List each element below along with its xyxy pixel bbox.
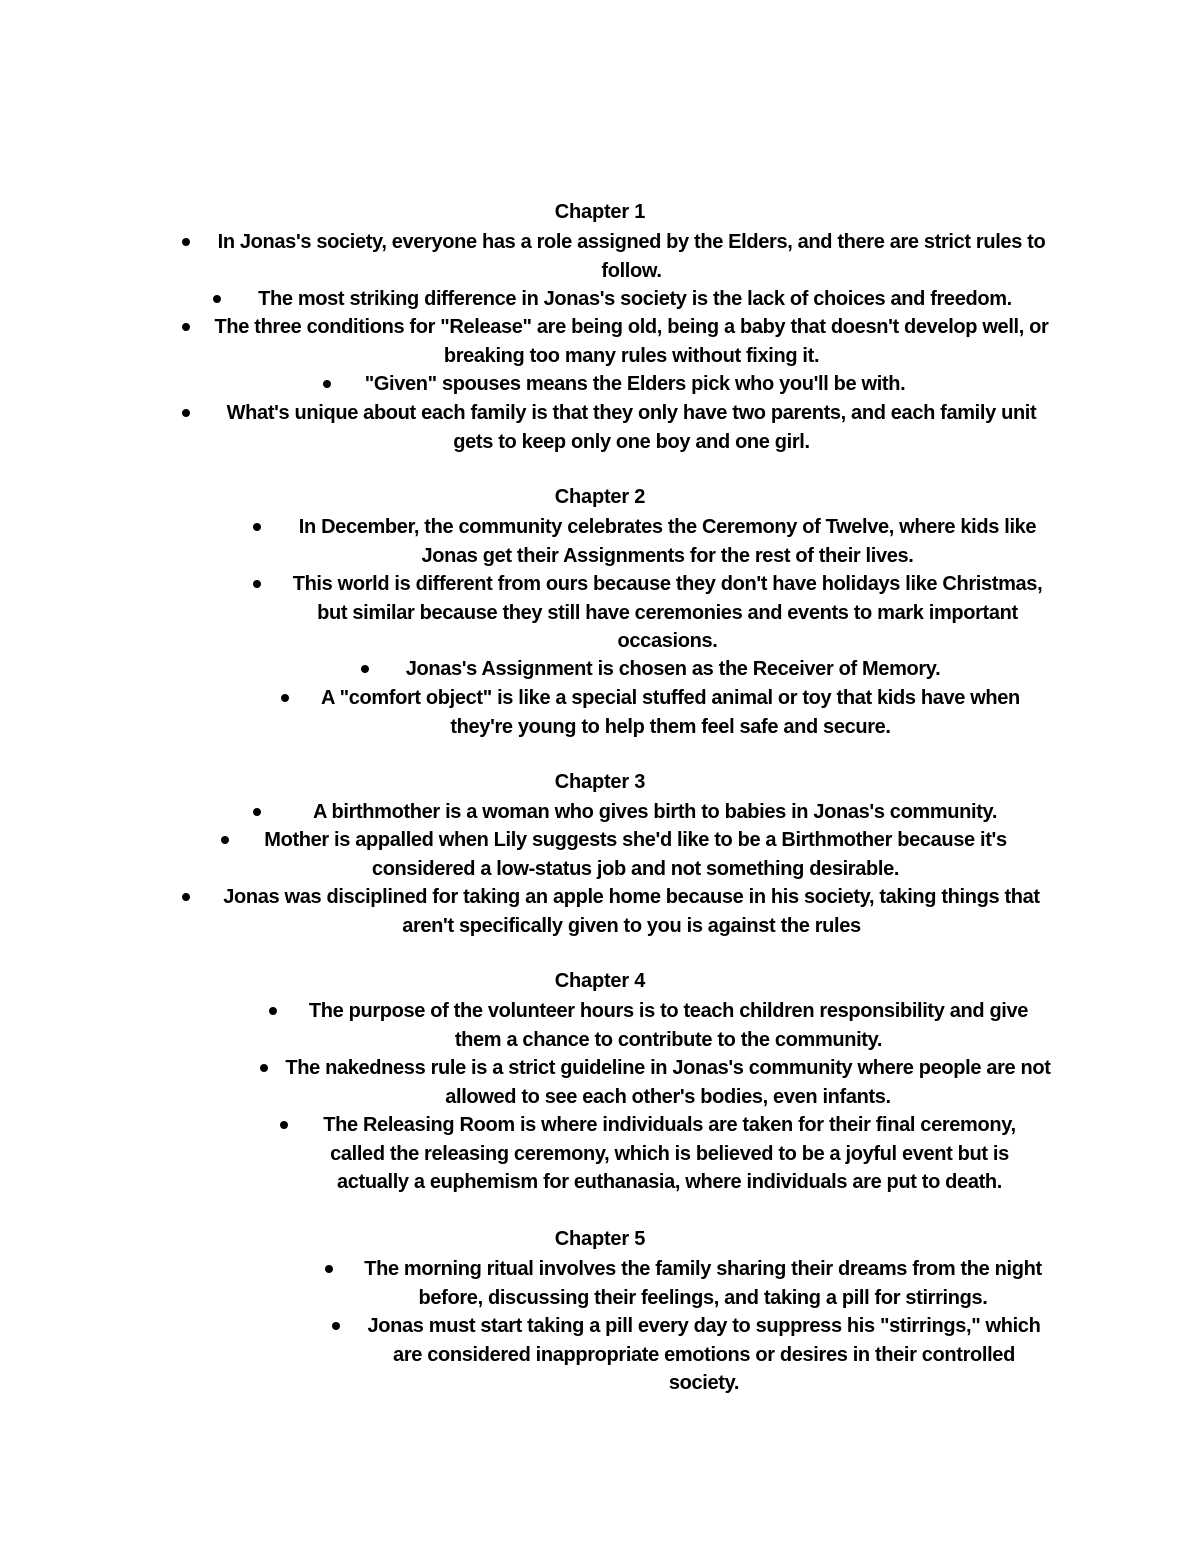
chapter-3-bullet-2: [221, 826, 1026, 883]
bullet-text: The most striking difference in Jonas's society is the lack of choices and freedom.: [258, 288, 1012, 310]
bullet-text: Mother is appalled when Lily suggests she'd like to be a Birthmother because it's considered a low-status job and not something desirable.: [264, 829, 1007, 880]
bullet-dot-icon: [253, 580, 261, 588]
bullet-text: In December, the community celebrates the Ceremony of Twelve, where kids like Jonas get their Assignments for the rest of their lives.: [298, 516, 1037, 567]
chapter-5-bullet-1: [325, 1255, 1057, 1312]
chapter-3-heading: Chapter 3: [554, 771, 646, 793]
chapter-4-bullet-2: [260, 1054, 1052, 1111]
chapter-1-bullet-5: [182, 399, 1057, 456]
bullet-dot-icon: [182, 238, 190, 246]
bullet-text: What's unique about each family is that they only have two parents, and each family unit gets to keep only one boy and one girl.: [226, 402, 1037, 453]
bullet-text: Jonas must start taking a pill every day to suppress his "stirrings," which are considered inappropriate emotions or desires in their controlled society.: [367, 1315, 1041, 1394]
bullet-dot-icon: [213, 295, 221, 303]
bullet-text: In Jonas's society, everyone has a role assigned by the Elders, and there are strict rules to follow.: [217, 231, 1046, 282]
chapter-4-bullet-1: [269, 997, 1044, 1054]
bullet-dot-icon: [253, 523, 261, 531]
chapter-2-bullet-2: [253, 570, 1058, 656]
bullet-dot-icon: [280, 1121, 288, 1129]
bullet-dot-icon: [325, 1265, 333, 1273]
bullet-text: The nakedness rule is a strict guideline in Jonas's community where people are not allowed to see each other's bodies, even infants.: [285, 1057, 1051, 1108]
chapter-4-bullet-3: [280, 1111, 1035, 1197]
chapter-3-bullet-3: [182, 883, 1057, 940]
chapter-4-heading: Chapter 4: [554, 970, 646, 992]
chapter-2-bullet-3: [361, 655, 961, 684]
bullet-text: A "comfort object" is like a special stuffed animal or toy that kids have when they're young to help them feel safe and secure.: [321, 687, 1020, 738]
bullet-dot-icon: [281, 694, 289, 702]
bullet-dot-icon: [260, 1064, 268, 1072]
chapter-3-bullet-1: [253, 798, 1033, 827]
chapter-2-bullet-4: [281, 684, 1036, 741]
bullet-dot-icon: [253, 808, 261, 816]
bullet-dot-icon: [323, 380, 331, 388]
bullet-dot-icon: [182, 323, 190, 331]
bullet-text: The morning ritual involves the family sharing their dreams from the night before, discussing their feelings, and taking a pill for stirrings.: [364, 1258, 1042, 1309]
chapter-5-heading: Chapter 5: [554, 1228, 646, 1250]
bullet-text: Jonas's Assignment is chosen as the Receiver of Memory.: [405, 658, 941, 680]
bullet-text: The purpose of the volunteer hours is to teach children responsibility and give them a chance to contribute to the community.: [308, 1000, 1029, 1051]
bullet-dot-icon: [182, 893, 190, 901]
chapter-1-bullet-3: [182, 313, 1057, 370]
bullet-dot-icon: [361, 665, 369, 673]
chapter-2-heading: Chapter 2: [554, 486, 646, 508]
chapter-5-bullet-2: [332, 1312, 1052, 1398]
bullet-dot-icon: [182, 409, 190, 417]
bullet-text: "Given" spouses means the Elders pick who you'll be with.: [364, 373, 906, 395]
bullet-dot-icon: [221, 836, 229, 844]
bullet-dot-icon: [332, 1322, 340, 1330]
bullet-dot-icon: [269, 1007, 277, 1015]
bullet-text: The Releasing Room is where individuals are taken for their final ceremony, called the releasing ceremony, which is believed to be a joyful event but is actually a euphemism for euthanasia, where individuals are put to death.: [323, 1114, 1016, 1193]
bullet-text: A birthmother is a woman who gives birth to babies in Jonas's community.: [312, 801, 998, 823]
chapter-2-bullet-1: [253, 513, 1058, 570]
chapter-1-heading: Chapter 1: [554, 201, 646, 223]
bullet-text: Jonas was disciplined for taking an apple home because in his society, taking things that aren't specifically given to you is against the rules: [223, 886, 1040, 937]
bullet-text: This world is different from ours because they don't have holidays like Christmas, but similar because they still have ceremonies and events to mark important occasions.: [292, 573, 1043, 652]
bullet-text: The three conditions for "Release" are being old, being a baby that doesn't develop well, or breaking too many rules without fixing it.: [214, 316, 1049, 367]
chapter-1-bullet-4: [323, 370, 923, 399]
chapter-1-bullet-2: [213, 285, 1033, 314]
chapter-1-bullet-1: [182, 228, 1057, 285]
